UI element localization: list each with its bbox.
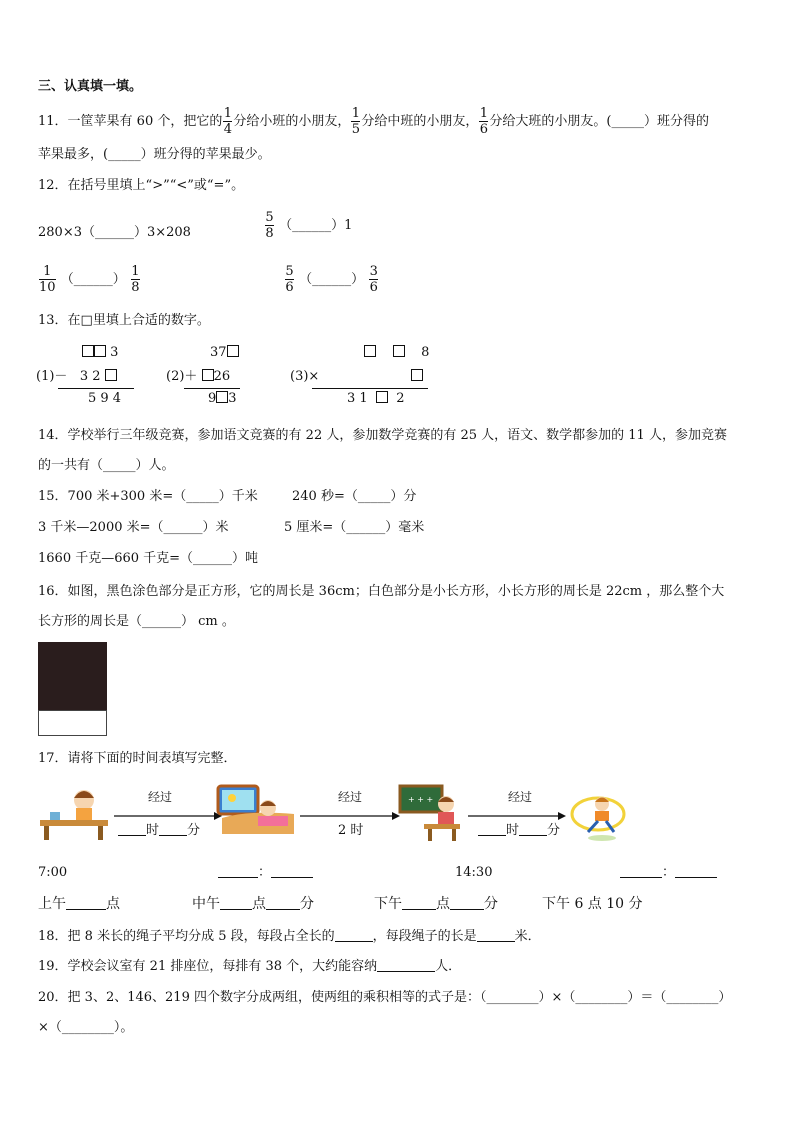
q13-p2-label: (2)＋ [166,369,198,384]
pass-label-2: 经过 [338,790,363,804]
q11-text-b: 分给小班的小朋友， [233,114,351,129]
q12-expr-1: 280×3（______）3×208 [38,225,191,240]
q18-text-a: 18．把 8 米长的绳子平均分成 5 段，每段占全长的 [38,929,335,944]
duration-1-hour-unit: 时 [146,823,160,838]
q19-blank [377,971,435,972]
q13-p2-top [210,344,239,362]
q11-fraction-1 [223,106,232,137]
word-time-1-prefix: 上午 [38,896,66,912]
q12-e4-right-fraction [369,264,378,295]
digit-box [202,369,214,381]
pass-label-1: 经过 [148,790,173,804]
word-time-2-hour-blank [220,909,252,910]
time-2-min-blank [271,877,313,878]
q13-p3-res-a: 3 1 [347,391,368,406]
q13-p2-rule [184,388,240,389]
q11-f1-numerator: 1 [223,106,232,121]
word-time-2-min-blank [266,909,300,910]
word-time-2-min-unit: 分 [300,896,314,912]
word-time-2 [192,895,314,913]
q11-text-a: 11．一筐苹果有 60 个，把它的 [38,114,223,129]
q18-blank-1 [335,941,373,942]
q12-e4-rd: 6 [369,280,378,295]
question-13-title: 13．在□里填上合适的数字。 [38,313,210,328]
digit-box [216,391,228,403]
q13-p1-mid [36,368,117,386]
word-time-3-min-blank [450,909,484,910]
pass-label-3: 经过 [508,790,533,804]
q12-e4-rn: 3 [369,264,378,279]
child-watching-tv-picture [218,786,294,834]
question-12-title: 12．在括号里填上“>”“<”或“=”。 [38,178,245,193]
q11-f2-numerator: 1 [351,106,361,121]
question-20-line1: 20．把 3、2、146、219 四个数字分成两组，使两组的乘积相等的式子是：（________）×（________）＝（________） [38,990,732,1005]
q19-text-a: 19．学校会议室有 21 排座位，每排有 38 个，大约能容纳 [38,959,378,974]
q13-p3-res-b: 2 [396,391,405,406]
duration-3 [478,822,560,840]
q11-text-d: 分给大班的小朋友。(_____）班分得的 [489,114,709,129]
time-2-colon: ： [258,865,272,880]
q13-p1-rule [58,388,134,389]
q15-a: 15．700 米+300 米=（_____）千米 [38,489,258,504]
q13-p2-res-a: 9 [208,391,217,406]
q13-p3-mid [411,368,423,386]
digit-box [364,345,376,357]
time-3: 14:30 [455,865,493,880]
q13-p3-result [347,390,405,408]
q15-c: 3 千米—2000 米=（______）米 [38,520,229,535]
q12-e3-blank: （______） [60,272,126,287]
duration-3-hour-blank [478,835,506,836]
question-16-line1: 16．如图，黑色涂色部分是正方形，它的周长是 36cm；白色部分是小长方形，小长方形的周长是 22cm ，那么整个大 [38,584,725,599]
q12-e2-rest: （______）1 [279,218,353,233]
q12-e3-rn: 1 [131,264,140,279]
q19-text-b: 人． [435,959,462,974]
svg-text:+ + +: + + + [408,795,434,804]
word-time-1-blank [66,909,106,910]
duration-1-hour-blank [118,835,146,836]
q11-fraction-3 [479,106,488,137]
q13-p1-mid-digits: 3 2 [79,369,101,384]
q15-e: 1660 千克—660 千克=（______）吨 [38,551,259,566]
digit-box [94,345,106,357]
q11-text-c: 分给中班的小朋友， [361,114,479,129]
child-in-classroom-picture [400,786,460,841]
q18-text-b: ，每段绳子的长是 [372,929,477,944]
question-11-line2: 苹果最多，(_____）班分得的苹果最少。 [38,147,271,162]
q12-e2-den: 8 [265,226,274,241]
word-time-3 [374,895,498,913]
duration-3-min-unit: 分 [547,823,561,838]
q13-p2-mid [166,368,230,386]
q12-e4-ld: 6 [285,280,294,295]
word-time-1-unit: 点 [106,896,120,912]
question-14-line1: 14．学校举行三年级竞赛，参加语文竞赛的有 22 人，参加数学竞赛的有 25 人，语文、数学都参加的 11 人，参加竞赛 [38,428,727,443]
question-11-line1 [38,106,709,137]
word-time-2-prefix: 中午 [192,896,220,912]
question-19 [38,958,461,976]
word-time-3-prefix: 下午 [374,896,402,912]
q13-p1-label: (1)－ [36,369,68,384]
digit-box [376,391,388,403]
question-20-line2: ×（________）。 [38,1020,134,1035]
question-18 [38,928,541,946]
digit-box [411,369,423,381]
q15-b: 240 秒=（_____）分 [292,489,417,504]
black-square [38,642,107,711]
child-eating-picture [40,790,108,840]
q13-p2-top-digits: 37 [210,345,227,360]
q18-text-c: 米． [514,929,541,944]
section-title: 三、认真填一填。 [38,79,143,94]
time-2-hour-blank [218,877,258,878]
white-rectangle [38,710,107,736]
q18-blank-2 [477,941,515,942]
word-time-3-hour-blank [402,909,436,910]
q12-e4-blank: （______） [299,272,365,287]
q15-d: 5 厘米=（______）毫米 [284,520,425,535]
digit-box [393,345,405,357]
child-running-picture [572,797,624,841]
q13-p2-result [208,390,237,408]
q12-e2-num: 5 [265,210,274,225]
q12-e3-ld: 10 [39,280,56,295]
duration-3-hour-unit: 时 [506,823,520,838]
duration-1 [118,822,200,840]
q12-e4-left-fraction [285,264,294,295]
q12-e3-rd: 8 [131,280,140,295]
q13-p3-top [364,344,429,362]
word-time-4: 下午 6 点 10 分 [542,896,643,912]
q11-fraction-2 [351,106,360,137]
q11-f1-denominator: 4 [223,122,232,137]
q11-f3-denominator: 6 [479,122,489,137]
time-4 [620,864,717,882]
q11-f2-denominator: 5 [351,122,361,137]
word-time-3-min-unit: 分 [484,896,498,912]
duration-1-min-unit: 分 [187,823,201,838]
q13-p1-top-digit: 3 [110,345,119,360]
q12-e2-fraction [265,210,274,241]
digit-box [105,369,117,381]
digit-box [227,345,239,357]
q12-expr-2 [264,210,352,241]
q13-p1-result: 5 9 4 [88,391,122,406]
q13-p2-res-b: 3 [228,391,237,406]
time-2 [218,864,313,882]
digit-box [82,345,94,357]
q12-e3-ln: 1 [43,264,52,279]
question-16-line2: 长方形的周长是（______） cm 。 [38,614,235,629]
duration-1-min-blank [159,835,187,836]
q13-p2-mid-digits: 26 [213,369,231,384]
word-time-2-hour-unit: 点 [252,896,266,912]
q12-expr-3 [38,264,141,295]
q12-e3-left-fraction [39,264,56,295]
q12-expr-4 [284,264,379,295]
q12-e3-right-fraction [131,264,140,295]
question-14-line2: 的一共有（_____）人。 [38,458,175,473]
q13-p3-label: (3)× [290,369,320,384]
q13-p3-rule [312,388,428,389]
q13-p3-top-digit: 8 [421,345,430,360]
word-time-3-hour-unit: 点 [436,896,450,912]
question-17-title: 17．请将下面的时间表填写完整． [38,751,237,766]
q12-e4-ln: 5 [285,264,294,279]
time-4-hour-blank [620,877,662,878]
q13-p1-top [82,344,118,362]
word-time-1 [38,895,120,913]
q11-f3-numerator: 1 [479,106,489,121]
duration-2: 2 时 [338,823,364,838]
time-1: 7:00 [38,865,68,880]
time-4-colon: ： [662,865,676,880]
duration-3-min-blank [519,835,547,836]
time-4-min-blank [675,877,717,878]
